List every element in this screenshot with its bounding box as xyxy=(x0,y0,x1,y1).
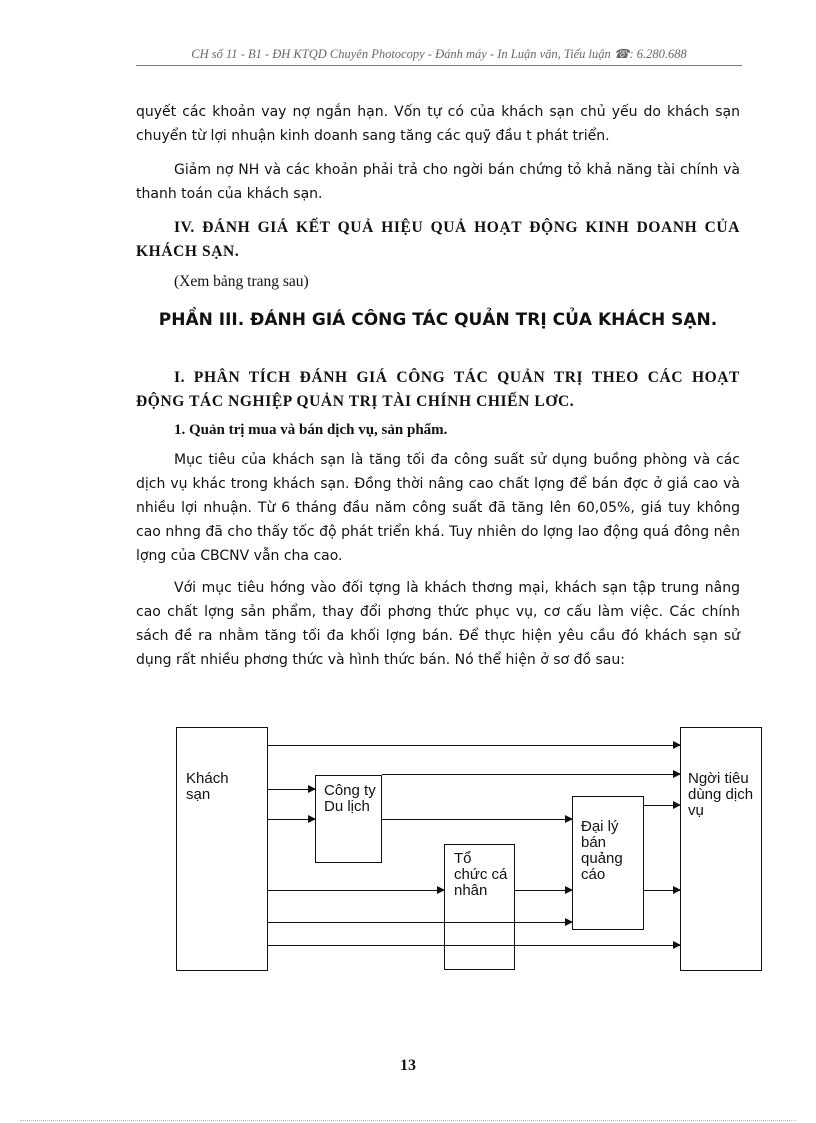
individual-label: Tổ chức cá nhân xyxy=(454,850,508,899)
consumer-label: Ngời tiêu dùng dịch vụ xyxy=(688,770,754,819)
paragraph-1: quyết các khoản vay nợ ngắn hạn. Vốn tự có của khách sạn chủ yếu do khách sạn chuyển từ lợi nhuận kinh doanh sang tăng các quỹ đầu t phát triển. xyxy=(136,104,740,144)
hotel-label: Khách sạn xyxy=(186,770,229,803)
footer-rule xyxy=(20,1120,796,1121)
arrow-hotel-to-agent xyxy=(268,922,572,923)
hotel-box xyxy=(176,727,268,971)
arrow-agent-to-consumer-1 xyxy=(644,805,680,806)
arrow-travel-to-agent xyxy=(382,819,572,820)
document-body xyxy=(136,98,740,672)
arrow-hotel-to-travel-2 xyxy=(268,819,315,820)
heading-1: 1. Quản trị mua và bán dịch vụ, sản phẩm. xyxy=(174,422,448,438)
consumer-box xyxy=(680,727,762,971)
arrow-travel-to-consumer xyxy=(382,774,680,775)
paragraph-2: Giảm nợ NH và các khoản phải trả cho ngời bán chứng tỏ khả năng tài chính và thanh toán của khách sạn. xyxy=(136,162,740,202)
see-table-note: (Xem bảng trang sau) xyxy=(174,273,309,290)
page-number: 13 xyxy=(400,1057,416,1074)
agent-label: Đại lý bán quảng cáo xyxy=(581,818,623,883)
arrow-hotel-to-travel-1 xyxy=(268,789,315,790)
heading-iv: IV. ĐÁNH GIÁ KẾT QUẢ HIỆU QUẢ HOẠT ĐỘNG KINH DOANH CỦA KHÁCH SẠN. xyxy=(136,219,740,260)
page-header: CH số 11 - B1 - ĐH KTQD Chuyên Photocopy - Đánh máy - In Luận văn, Tiểu luận ☎: 6.280.688 xyxy=(136,46,742,66)
part-title: PHẦN III. ĐÁNH GIÁ CÔNG TÁC QUẢN TRỊ CỦA KHÁCH SẠN. xyxy=(158,310,718,330)
arrow-individual-to-agent xyxy=(515,890,572,891)
arrow-hotel-to-consumer-bottom xyxy=(268,945,680,946)
heading-i: I. PHÂN TÍCH ĐÁNH GIÁ CÔNG TÁC QUẢN TRỊ THEO CÁC HOẠT ĐỘNG TÁC NGHIỆP QUẢN TRỊ TÀI CHÍNH CHIẾN LƠC. xyxy=(136,369,740,410)
arrow-agent-to-consumer-2 xyxy=(644,890,680,891)
paragraph-3: Mục tiêu của khách sạn là tăng tối đa công suất sử dụng buồng phòng và các dịch vụ khác trong khách sạn. Đồng thời nâng cao chất lợng để bán đợc ở giá cao và nhiều lợi nhuận. Từ 6 tháng đầu năm công suất đã tăng lên 60,05%, giá tuy không cao nhng đã cho thấy tốc độ phát triển khá. Tuy nhiên do lợng lao động quá đông nên lợng của CBCNV vẫn cha cao. xyxy=(136,452,740,564)
arrow-hotel-to-consumer-top xyxy=(268,745,680,746)
sales-channel-diagram xyxy=(176,727,762,972)
travel-company-label: Công ty Du lịch xyxy=(324,782,376,815)
arrow-hotel-to-individual xyxy=(268,890,444,891)
paragraph-4: Với mục tiêu hớng vào đối tợng là khách thơng mại, khách sạn tập trung nâng cao chất lợng sản phẩm, thay đổi phơng thức phục vụ, cơ cấu làm việc. Các chính sách đề ra nhằm tăng tối đa khối lợng bán. Để thực hiện yêu cầu đó khách sạn sử dụng rất nhiều phơng thức và hình thức bán. Nó thể hiện ở sơ đồ sau: xyxy=(136,580,740,668)
